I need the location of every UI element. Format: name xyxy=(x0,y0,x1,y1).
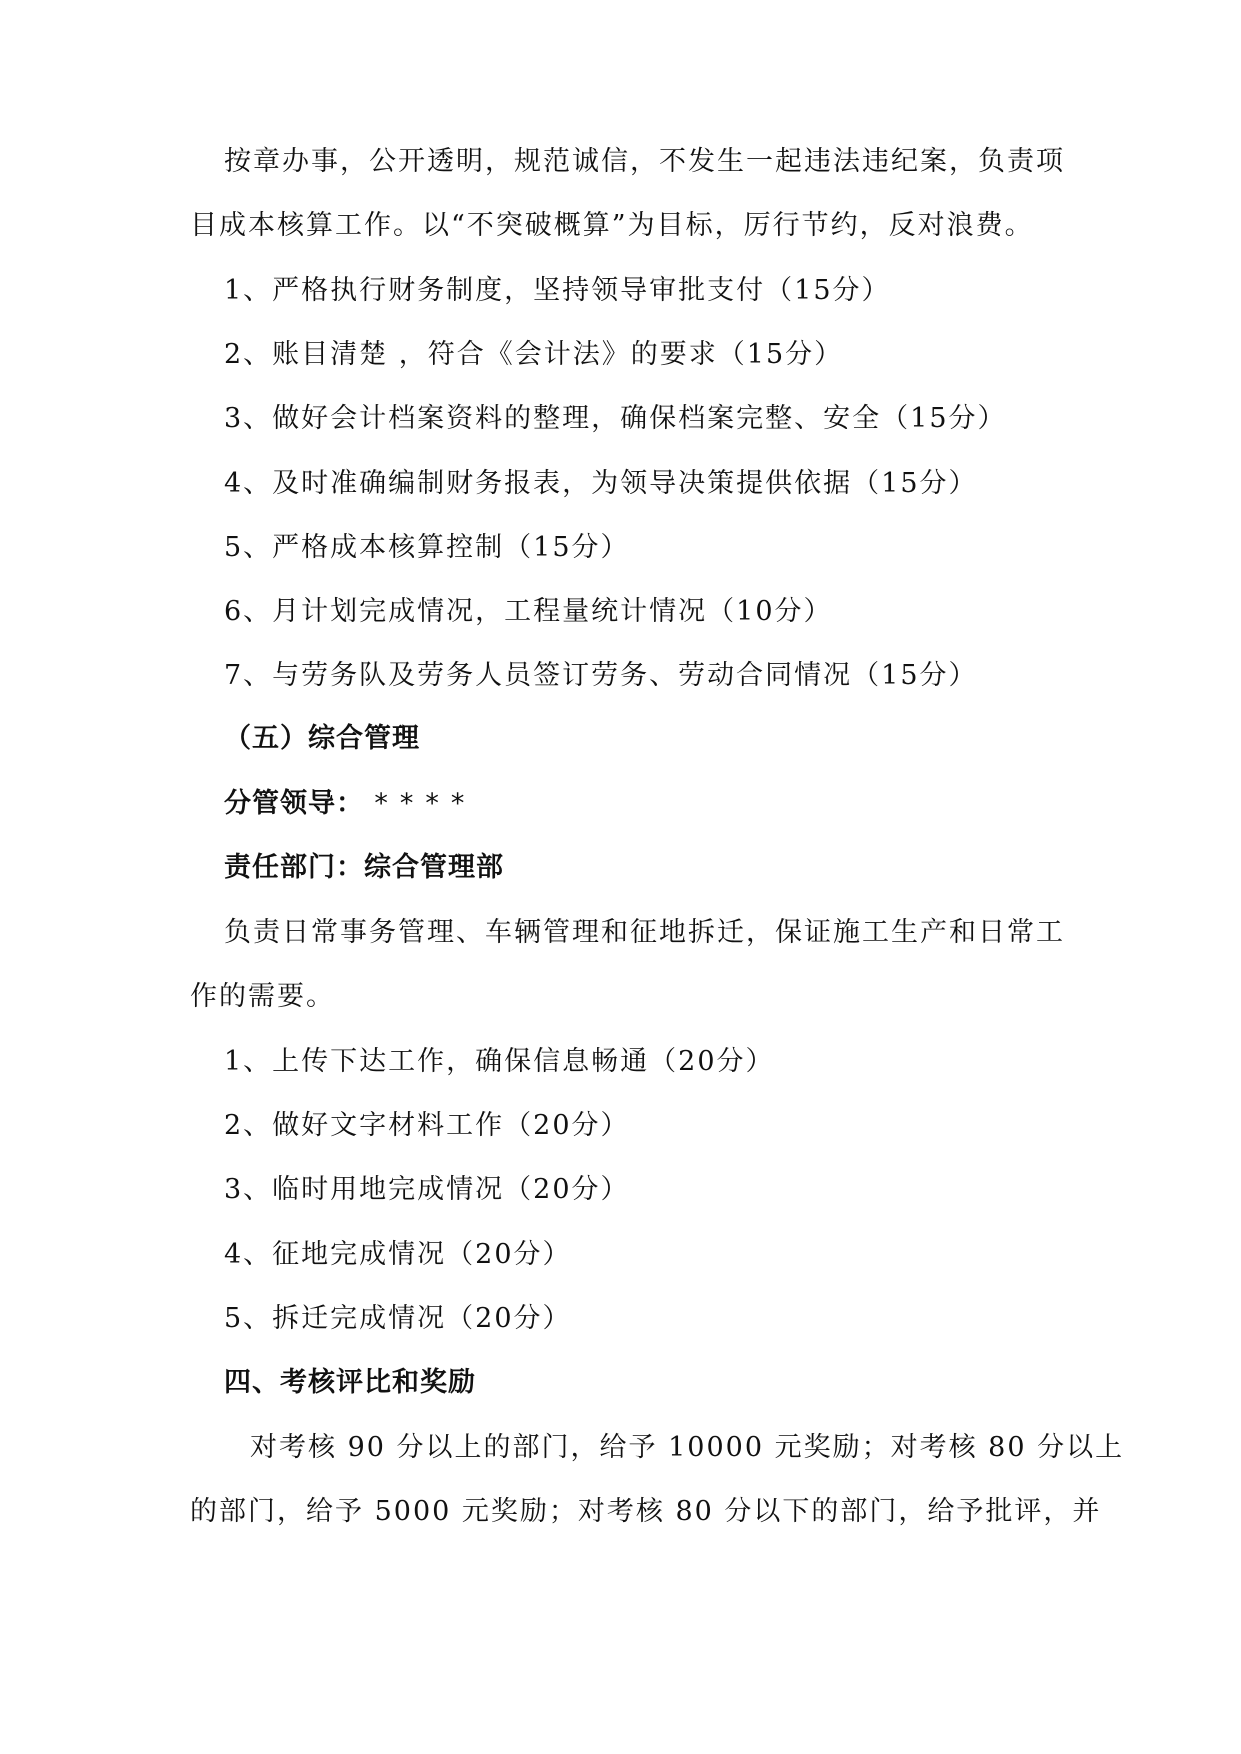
paragraph-rewards-line-2: 的部门，给予 5000 元奖励；对考核 80 分以下的部门，给予批评，并 xyxy=(190,1496,1102,1527)
responsible-department-line: 责任部门：综合管理部 xyxy=(224,852,504,883)
paragraph-finance-intro-line-2: 目成本核算工作。以“不突破概算”为目标，厉行节约，反对浪费。 xyxy=(190,210,1034,241)
admin-item-1: 1、上传下达工作，确保信息畅通（20分） xyxy=(224,1046,775,1077)
admin-item-3: 3、临时用地完成情况（20分） xyxy=(224,1174,630,1205)
section-heading-assessment-rewards: 四、考核评比和奖励 xyxy=(224,1367,476,1398)
paragraph-rewards-line-1: 对考核 90 分以上的部门，给予 10000 元奖励；对考核 80 分以上 xyxy=(250,1432,1125,1463)
leader-value: **** xyxy=(374,788,477,819)
leader-label: 分管领导： xyxy=(224,788,364,819)
admin-item-5: 5、拆迁完成情况（20分） xyxy=(224,1303,572,1334)
section-heading-comprehensive-management: （五）综合管理 xyxy=(224,723,420,754)
finance-item-7: 7、与劳务队及劳务人员签订劳务、劳动合同情况（15分） xyxy=(224,660,978,691)
paragraph-admin-intro-line-2: 作的需要。 xyxy=(190,981,335,1012)
paragraph-admin-intro-line-1: 负责日常事务管理、车辆管理和征地拆迁，保证施工生产和日常工 xyxy=(224,917,1065,948)
finance-item-3: 3、做好会计档案资料的整理，确保档案完整、安全（15分） xyxy=(224,403,1007,434)
finance-item-6: 6、月计划完成情况，工程量统计情况（10分） xyxy=(224,596,833,627)
admin-item-4: 4、征地完成情况（20分） xyxy=(224,1239,572,1270)
leader-line xyxy=(224,787,476,821)
finance-item-2: 2、账目清楚 ，符合《会计法》的要求（15分） xyxy=(224,339,844,370)
finance-item-1: 1、严格执行财务制度，坚持领导审批支付（15分） xyxy=(224,275,891,306)
paragraph-finance-intro-line-1: 按章办事，公开透明，规范诚信，不发生一起违法违纪案，负责项 xyxy=(224,146,1065,177)
finance-item-5: 5、严格成本核算控制（15分） xyxy=(224,532,630,563)
admin-item-2: 2、做好文字材料工作（20分） xyxy=(224,1110,630,1141)
finance-item-4: 4、及时准确编制财务报表，为领导决策提供依据（15分） xyxy=(224,468,978,499)
